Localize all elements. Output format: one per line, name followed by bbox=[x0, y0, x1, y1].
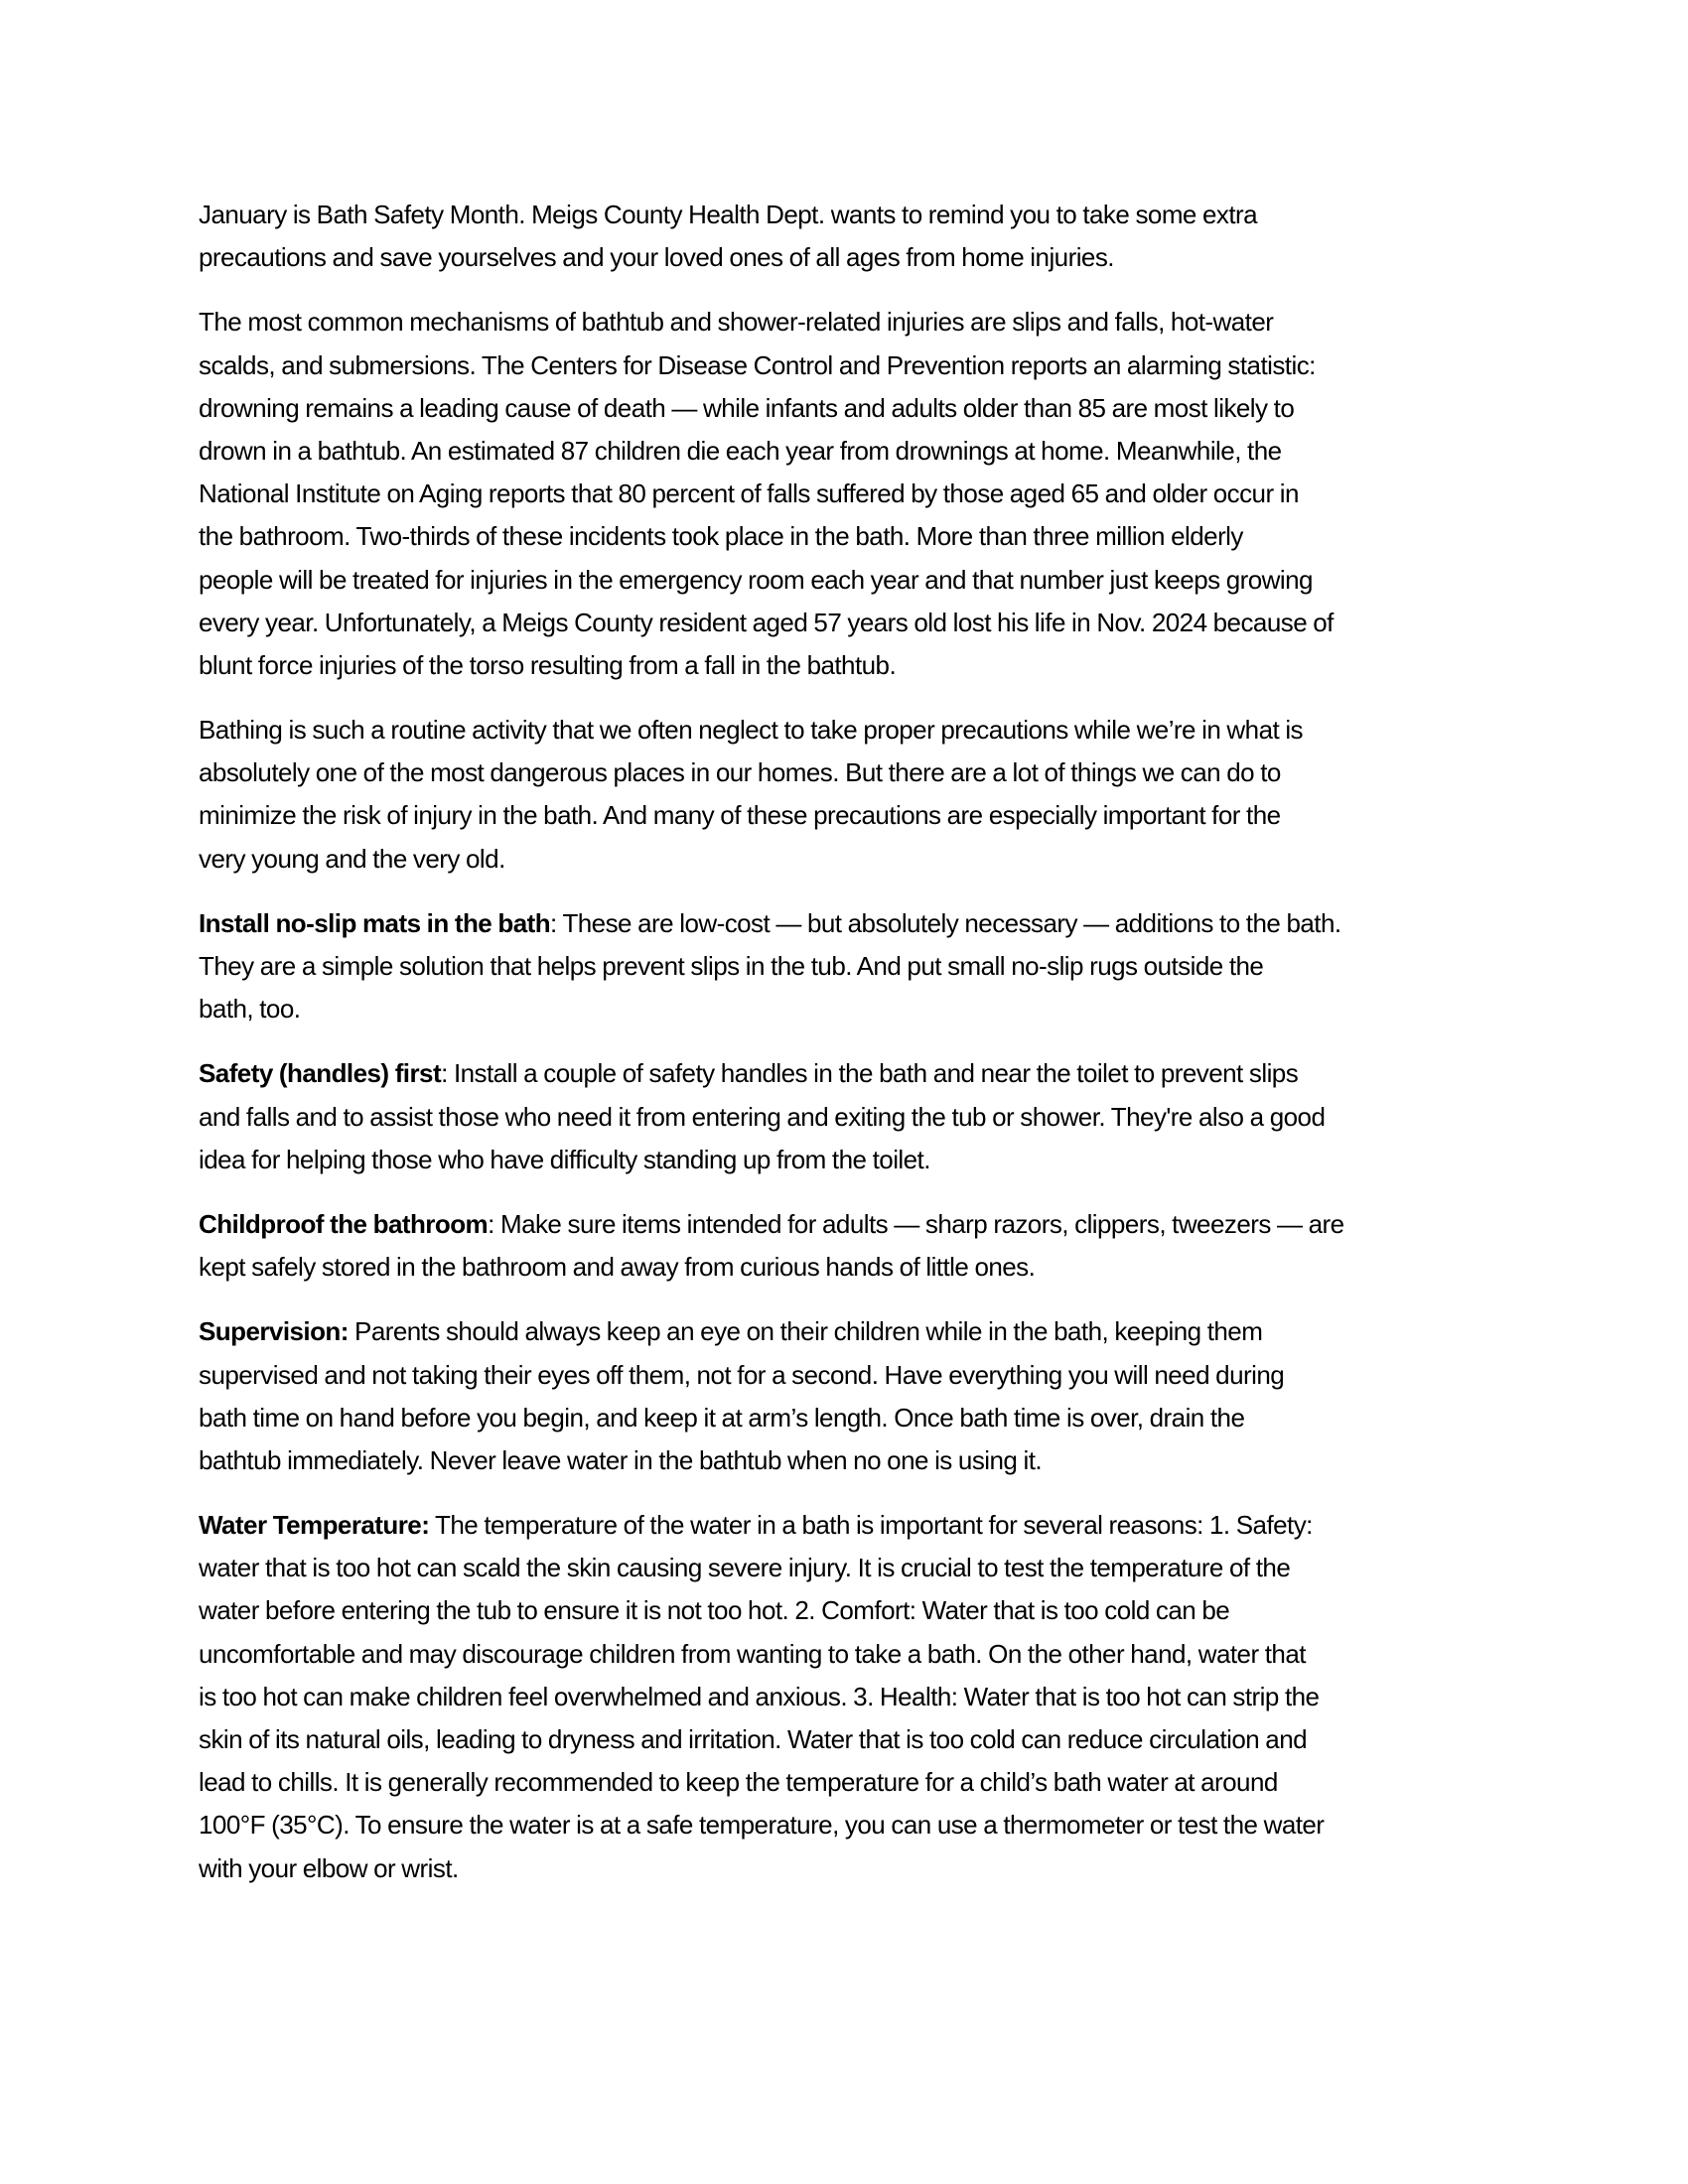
text-line: kept safely stored in the bathroom and away from curious hands of little ones. bbox=[199, 1252, 1036, 1283]
text-line: with your elbow or wrist. bbox=[199, 1852, 459, 1883]
section-heading: Install no-slip mats in the bath bbox=[199, 907, 551, 938]
text-line: bath, too. bbox=[199, 994, 301, 1024]
text-line: and falls and to assist those who need it from entering and exiting the tub or shower. They're also a good bbox=[199, 1101, 1326, 1132]
text-line bbox=[199, 1203, 1489, 1246]
text-line: bathtub immediately. Never leave water in the bathtub when no one is using it. bbox=[199, 1444, 1043, 1475]
text-line: The most common mechanisms of bathtub and shower-related injuries are slips and falls, hot-water bbox=[199, 307, 1274, 338]
text-run: Make sure items intended for adults — sharp razors, clippers, tweezers — are bbox=[493, 1208, 1344, 1239]
section-heading: Childproof the bathroom bbox=[199, 1208, 489, 1239]
text-line: blunt force injuries of the torso resulting from a fall in the bathtub. bbox=[199, 649, 897, 680]
text-line: the bathroom. Two-thirds of these incidents took place in the bath. More than three million elderly bbox=[199, 521, 1243, 552]
text-line: minimize the risk of injury in the bath. And many of these precautions are especially important for the bbox=[199, 800, 1281, 831]
text-line: scalds, and submersions. The Centers for Disease Control and Prevention reports an alarming statistic: bbox=[199, 349, 1316, 380]
paragraph-childproof bbox=[199, 1203, 1489, 1289]
text-line: supervised and not taking their eyes off them, not for a second. Have everything you will need during bbox=[199, 1359, 1285, 1390]
text-line: January is Bath Safety Month. Meigs County Health Dept. wants to remind you to take some extra bbox=[199, 200, 1258, 229]
text-line: 100°F (35°C). To ensure the water is at a safe temperature, you can use a thermometer or test the water bbox=[199, 1810, 1325, 1841]
text-line: water that is too hot can scald the skin causing severe injury. It is crucial to test the temperature of the bbox=[199, 1553, 1291, 1583]
paragraph-routine bbox=[199, 709, 1489, 881]
paragraph-statistics bbox=[199, 301, 1489, 687]
text-line: absolutely one of the most dangerous places in our homes. But there are a lot of things we can do to bbox=[199, 757, 1281, 788]
section-heading: Water Temperature: bbox=[199, 1510, 430, 1541]
text-line: Bathing is such a routine activity that we often neglect to take proper precautions while we’re in what is bbox=[199, 715, 1304, 746]
paragraph-safety-handles bbox=[199, 1052, 1489, 1181]
text-line: National Institute on Aging reports that 80 percent of falls suffered by those aged 65 and older occur in bbox=[199, 478, 1299, 509]
text-run: These are low-cost — but absolutely necessary — additions to the bath. bbox=[556, 907, 1341, 938]
text-line: skin of its natural oils, leading to dryness and irritation. Water that is too cold can reduce circulation and bbox=[199, 1724, 1308, 1754]
paragraph-intro bbox=[199, 194, 1489, 279]
text-run: Install a couple of safety handles in the bath and near the toilet to prevent slips bbox=[447, 1058, 1299, 1089]
text-run: Parents should always keep an eye on their children while in the bath, keeping them bbox=[348, 1316, 1263, 1347]
heading-colon: : bbox=[441, 1058, 448, 1089]
text-line bbox=[199, 1052, 1489, 1095]
paragraph-supervision bbox=[199, 1310, 1489, 1482]
text-line: drowning remains a leading cause of death — while infants and adults older than 85 are most likely to bbox=[199, 392, 1295, 423]
paragraph-water-temperature bbox=[199, 1504, 1489, 1890]
section-heading: Safety (handles) first bbox=[199, 1058, 442, 1089]
text-line bbox=[199, 1310, 1489, 1353]
section-heading: Supervision: bbox=[199, 1316, 349, 1347]
text-line: very young and the very old. bbox=[199, 843, 505, 874]
text-line bbox=[199, 902, 1489, 945]
text-line bbox=[199, 1504, 1489, 1547]
text-line: bath time on hand before you begin, and keep it at arm’s length. Once bath time is over, drain the bbox=[199, 1402, 1245, 1433]
text-line: every year. Unfortunately, a Meigs County resident aged 57 years old lost his life in Nov. 2024 because of bbox=[199, 607, 1334, 637]
text-line: is too hot can make children feel overwhelmed and anxious. 3. Health: Water that is too hot can strip the bbox=[199, 1681, 1320, 1711]
text-line: people will be treated for injuries in the emergency room each year and that number just keeps growing bbox=[199, 564, 1313, 595]
document-body bbox=[199, 194, 1489, 1912]
text-line: water before entering the tub to ensure it is not too hot. 2. Comfort: Water that is too cold can be bbox=[199, 1595, 1230, 1626]
text-line: drown in a bathtub. An estimated 87 children die each year from drownings at home. Meanwhile, the bbox=[199, 435, 1282, 466]
paragraph-no-slip-mats bbox=[199, 902, 1489, 1031]
text-line: idea for helping those who have difficulty standing up from the toilet. bbox=[199, 1144, 930, 1174]
heading-colon: : bbox=[488, 1208, 494, 1239]
text-line: precautions and save yourselves and your loved ones of all ages from home injuries. bbox=[199, 242, 1114, 273]
text-line: lead to chills. It is generally recommended to keep the temperature for a child’s bath water at around bbox=[199, 1767, 1278, 1798]
heading-colon: : bbox=[550, 907, 557, 938]
text-line: uncomfortable and may discourage children from wanting to take a bath. On the other hand, water that bbox=[199, 1638, 1306, 1669]
text-run: The temperature of the water in a bath is important for several reasons: 1. Safety: bbox=[429, 1510, 1313, 1541]
text-line: They are a simple solution that helps prevent slips in the tub. And put small no-slip rugs outside the bbox=[199, 951, 1264, 981]
